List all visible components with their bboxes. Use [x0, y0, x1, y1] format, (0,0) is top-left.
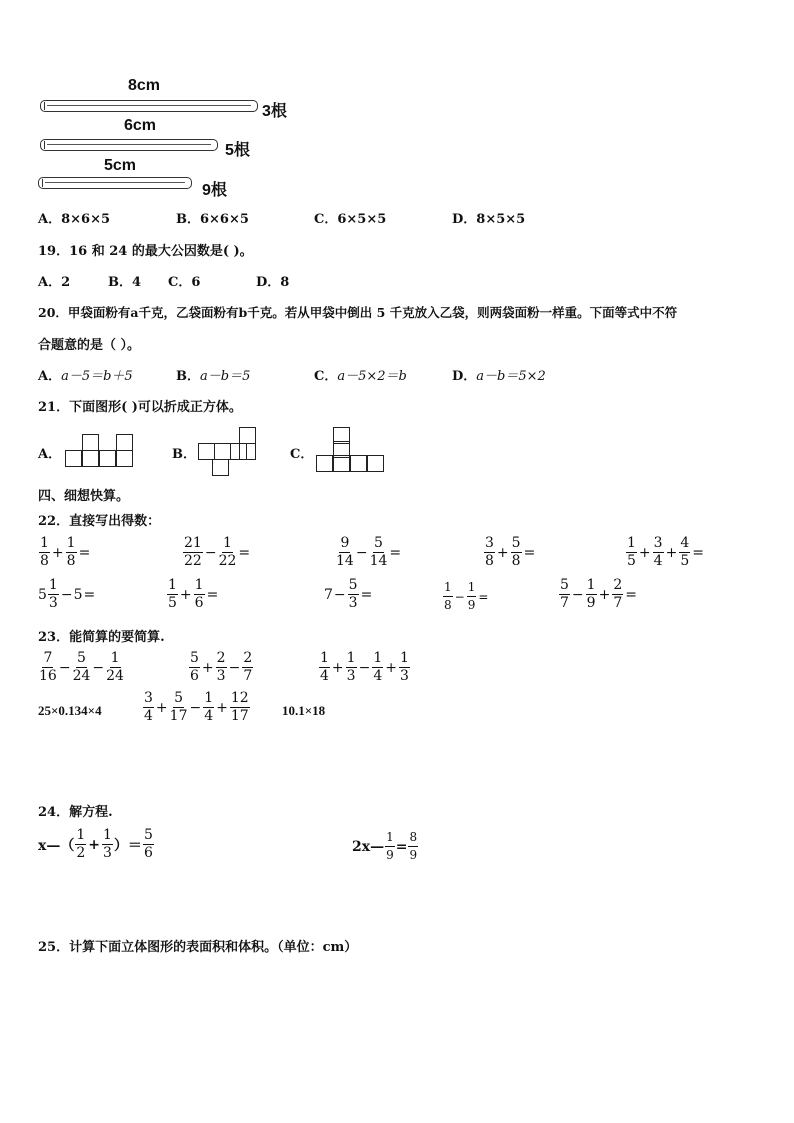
q25-question: 25．计算下面立体图形的表面积和体积。（单位：cm） — [38, 940, 358, 955]
q18-option-a: A．8×6×5 — [38, 212, 111, 227]
q20-question-line1: 20．甲袋面粉有a千克，乙袋面粉有b千克。若从甲袋中倒出 5 千克放入乙袋，则两袋面粉一样重。下面等式中不符 — [38, 305, 678, 320]
rod2-count: 5根 — [225, 142, 250, 159]
q20-option-a: A．a－5＝b＋5 — [38, 369, 133, 384]
rod1-count: 3根 — [262, 103, 287, 120]
q23-expr-6: 10.1×18 — [282, 703, 326, 718]
q23-expr-2: $\frac{5}{6}$ + $\frac{2}{3}$ − $\frac{2}{7}$ — [190, 650, 253, 684]
q20-option-c: C．a－5×2＝b — [314, 369, 407, 384]
q22-expr-7: $\frac{1}{5}$ + $\frac{1}{6}$ = — [168, 577, 219, 611]
rod1-length: 8cm — [128, 77, 161, 94]
q23-expr-5: $\frac{3}{4}$ + $\frac{5}{17}$ − $\frac{1}{4}$ + $\frac{12}{17}$ — [144, 690, 249, 724]
q21-label-b: B． — [172, 447, 196, 462]
q19-option-d: D．8 — [256, 275, 290, 290]
q23-expr-4: 25×0.134×4 — [38, 703, 102, 718]
section-heading: 四、细想快算。 — [38, 489, 130, 504]
q19-question: 19．16 和 24 的最大公因数是( )。 — [38, 244, 253, 259]
q23-expr-3: $\frac{1}{4}$ + $\frac{1}{3}$ − $\frac{1}{4}$ + $\frac{1}{3}$ — [320, 650, 409, 684]
q22-expr-4: $\frac{3}{8}$ + $\frac{5}{8}$ = — [485, 535, 536, 569]
q22-expr-10: $\frac{5}{7}$ − $\frac{1}{9}$ + $\frac{2}{7}$ = — [560, 577, 637, 611]
q22-expr-9: $\frac{1}{8}$ − $\frac{1}{9}$ = — [444, 580, 489, 612]
q20-question-line2: 合题意的是（ ）。 — [38, 338, 141, 353]
rod-6cm — [40, 139, 218, 151]
q23-question: 23．能简算的要简算. — [38, 630, 165, 645]
q22-expr-6: 5 $\frac{1}{3}$ − 5 = — [38, 577, 96, 611]
q19-option-b: B．4 — [108, 275, 142, 290]
rod2-length: 6cm — [124, 117, 157, 134]
q21-label-c: C． — [290, 447, 314, 462]
rod3-count: 9根 — [202, 182, 227, 199]
rod3-length: 5cm — [104, 157, 137, 174]
q21-question: 21．下面图形( )可以折成正方体。 — [38, 400, 242, 415]
q22-expr-8: 7 − $\frac{5}{3}$ = — [324, 577, 373, 611]
q18-option-c: C．6×5×5 — [314, 212, 387, 227]
q24-equation-1: x—（ $\frac{1}{2}$ + $\frac{1}{3}$ ）＝ $\frac{5}{6}$ — [38, 827, 153, 861]
q22-expr-5: $\frac{1}{5}$ + $\frac{3}{4}$ + $\frac{4}{5}$ = — [627, 535, 704, 569]
q24-question: 24．解方程. — [38, 805, 113, 820]
q19-option-c: C．6 — [168, 275, 201, 290]
q20-option-b: B．a－b＝5 — [176, 369, 251, 384]
q18-option-b: B．6×6×5 — [176, 212, 249, 227]
q20-option-d: D．a－b＝5×2 — [452, 369, 546, 384]
rod-8cm — [40, 100, 258, 112]
q21-label-a: A． — [38, 447, 62, 462]
q22-expr-2: $\frac{21}{22}$ − $\frac{1}{22}$ = — [184, 535, 251, 569]
q22-expr-3: $\frac{9}{14}$ − $\frac{5}{14}$ = — [336, 535, 402, 569]
rod-5cm — [38, 177, 192, 189]
q18-option-d: D．8×5×5 — [452, 212, 526, 227]
q22-expr-1: $\frac{1}{8}$ + $\frac{1}{8}$ = — [40, 535, 91, 569]
q22-question: 22．直接写出得数： — [38, 514, 161, 529]
q23-expr-1: $\frac{7}{16}$ − $\frac{5}{24}$ − $\frac{1}{24}$ — [39, 650, 124, 684]
q24-equation-2: 2x— $\frac{1}{9}$ = $\frac{8}{9}$ — [352, 830, 418, 862]
q19-option-a: A．2 — [38, 275, 71, 290]
